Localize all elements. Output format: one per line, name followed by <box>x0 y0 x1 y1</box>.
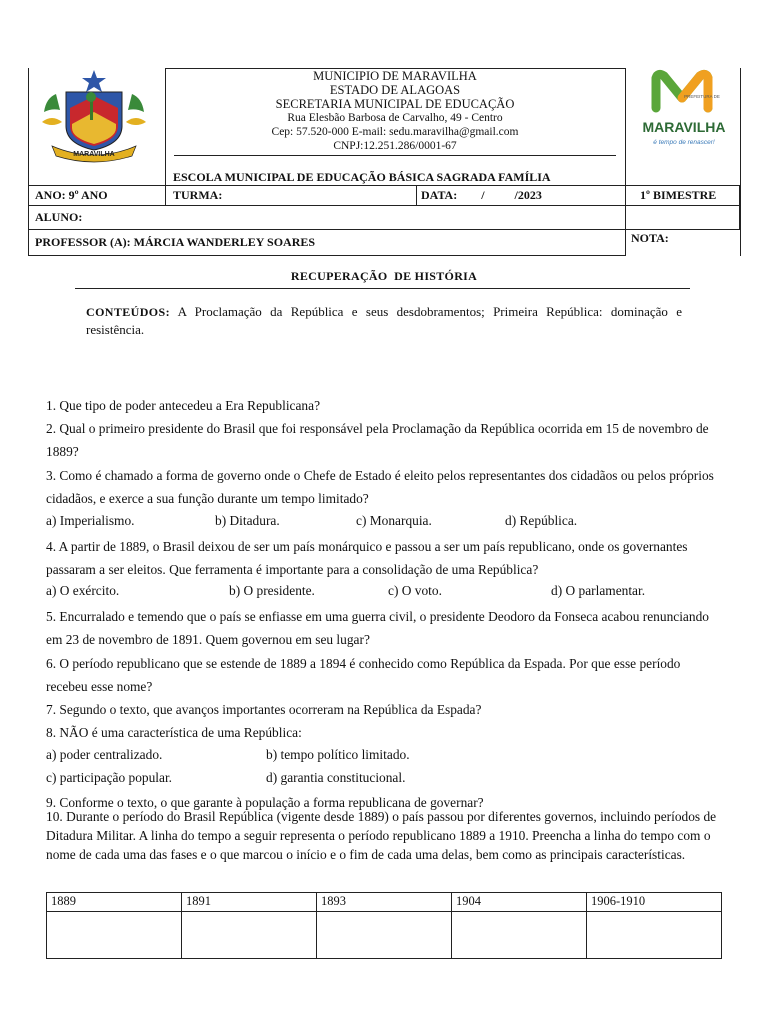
timeline-year-cell: 1893 <box>317 893 452 912</box>
q4-option-d[interactable]: d) O parlamentar. <box>551 583 646 598</box>
timeline-answer-cell[interactable] <box>47 912 182 959</box>
estado-line: ESTADO DE ALAGOAS <box>329 83 461 97</box>
brand-small-text: PREFEITURA DE <box>684 94 720 99</box>
timeline-years-row <box>47 893 722 912</box>
q8-option-b[interactable]: b) tempo político limitado. <box>266 747 410 762</box>
address-line: Rua Elesbão Barbosa de Carvalho, 49 - Centro <box>287 112 503 124</box>
fields-row-2 <box>28 205 740 230</box>
q8-option-a[interactable]: a) poder centralizado. <box>46 747 163 762</box>
question-1: 1. Que tipo de poder antecedeu a Era Republicana? <box>46 398 321 413</box>
page-title: RECUPERAÇÃO DE HISTÓRIA <box>290 269 478 283</box>
question-2: 2. Qual o primeiro presidente do Brasil que foi responsável pela Proclamação da República ocorrida em 15 de novembro de 1889? <box>46 421 709 459</box>
timeline-table <box>46 892 722 959</box>
brand-tagline: é tempo de renascer! <box>653 139 715 146</box>
bimestre-field: 1º BIMESTRE <box>640 188 717 202</box>
timeline-answers-row <box>47 912 722 959</box>
timeline-year-cell: 1889 <box>47 893 182 912</box>
question-7: 7. Segundo o texto, que avanços importantes ocorreram na República da Espada? <box>46 702 482 717</box>
school-name: ESCOLA MUNICIPAL DE EDUCAÇÃO BÁSICA SAGRADA FAMÍLIA <box>173 170 551 184</box>
cnpj-line: CNPJ:12.251.286/0001-67 <box>333 140 457 152</box>
question-4: 4. A partir de 1889, o Brasil deixou de ser um país monárquico e passou a ser um país republicano, onde os governantes passaram a ser eleitos. Que ferramenta é importante para a consolidação de uma República? <box>46 539 688 577</box>
q4-option-b[interactable]: b) O presidente. <box>229 583 315 598</box>
contents-text: A Proclamação da República e seus desdobramentos; Primeira República: dominação e resistência. <box>86 304 682 337</box>
aluno-divider <box>625 205 626 229</box>
timeline-answer-cell[interactable] <box>452 912 587 959</box>
timeline-year-cell: 1906-1910 <box>587 893 722 912</box>
aluno-field[interactable]: ALUNO: <box>35 210 83 224</box>
question-10: 10. Durante o período do Brasil República (vigente desde 1889) o país passou por diferentes governos, incluindo períodos de Ditadura Militar. A linha do tempo a seguir representa o período republicano 1889 a 1910. Preencha a linha do tempo com o nome de cada uma das fases e o que marcou o início e o fim de cada uma delas, bem como as principais características. <box>46 809 717 862</box>
timeline-answer-cell[interactable] <box>182 912 317 959</box>
ano-field[interactable]: ANO: 9º ANO <box>35 188 108 202</box>
q8-option-c[interactable]: c) participação popular. <box>46 770 173 785</box>
turma-field[interactable]: TURMA: <box>173 188 223 202</box>
q8-option-d[interactable]: d) garantia constitucional. <box>266 770 406 785</box>
municipio-line: MUNICIPIO DE MARAVILHA <box>313 69 477 83</box>
prefeitura-logo <box>636 68 736 154</box>
q4-option-c[interactable]: c) O voto. <box>388 583 442 598</box>
header-institution <box>170 69 620 153</box>
q3-option-b[interactable]: b) Ditadura. <box>215 513 280 528</box>
municipal-seal <box>38 68 150 164</box>
contact-line: Cep: 57.520-000 E-mail: sedu.maravilha@gmail.com <box>271 126 519 138</box>
timeline-year-cell: 1891 <box>182 893 317 912</box>
q4-option-a[interactable]: a) O exército. <box>46 583 120 598</box>
q3-option-c[interactable]: c) Monarquia. <box>356 513 432 528</box>
timeline-year-cell: 1904 <box>452 893 587 912</box>
title-underline <box>75 288 690 289</box>
secretaria-line: SECRETARIA MUNICIPAL DE EDUCAÇÃO <box>275 97 515 111</box>
header-divider <box>174 155 616 156</box>
brand-name: MARAVILHA <box>642 119 726 135</box>
contents-label: CONTEÚDOS: <box>86 305 171 319</box>
contents-block <box>86 303 682 338</box>
timeline-answer-cell[interactable] <box>317 912 452 959</box>
question-9: 9. Conforme o texto, o que garante à população a forma republicana de governar? <box>46 795 484 810</box>
seal-banner-text: MARAVILHA <box>73 151 115 158</box>
question-5: 5. Encurralado e temendo que o país se enfiasse em uma guerra civil, o presidente Deodoro da Fonseca acabou renunciando em 23 de novembro de 1891. Quem governou em seu lugar? <box>46 609 709 647</box>
nota-field[interactable]: NOTA: <box>631 231 669 245</box>
timeline-answer-cell[interactable] <box>587 912 722 959</box>
question-6: 6. O período republicano que se estende de 1889 a 1894 é conhecido como República da Espada. Por que esse período recebeu esse nome? <box>46 656 681 694</box>
question-8: 8. NÃO é uma característica de uma República: <box>46 725 302 740</box>
question-3: 3. Como é chamado a forma de governo onde o Chefe de Estado é eleito pelos representantes dos cidadãos ou pelos próprios cidadãos, e exerce a sua função durante um tempo limitado? <box>46 468 714 506</box>
professor-field: PROFESSOR (A): MÁRCIA WANDERLEY SOARES <box>35 235 316 249</box>
q3-option-a[interactable]: a) Imperialismo. <box>46 513 135 528</box>
data-field[interactable]: DATA: / /2023 <box>421 188 542 202</box>
q3-option-d[interactable]: d) República. <box>505 513 578 528</box>
